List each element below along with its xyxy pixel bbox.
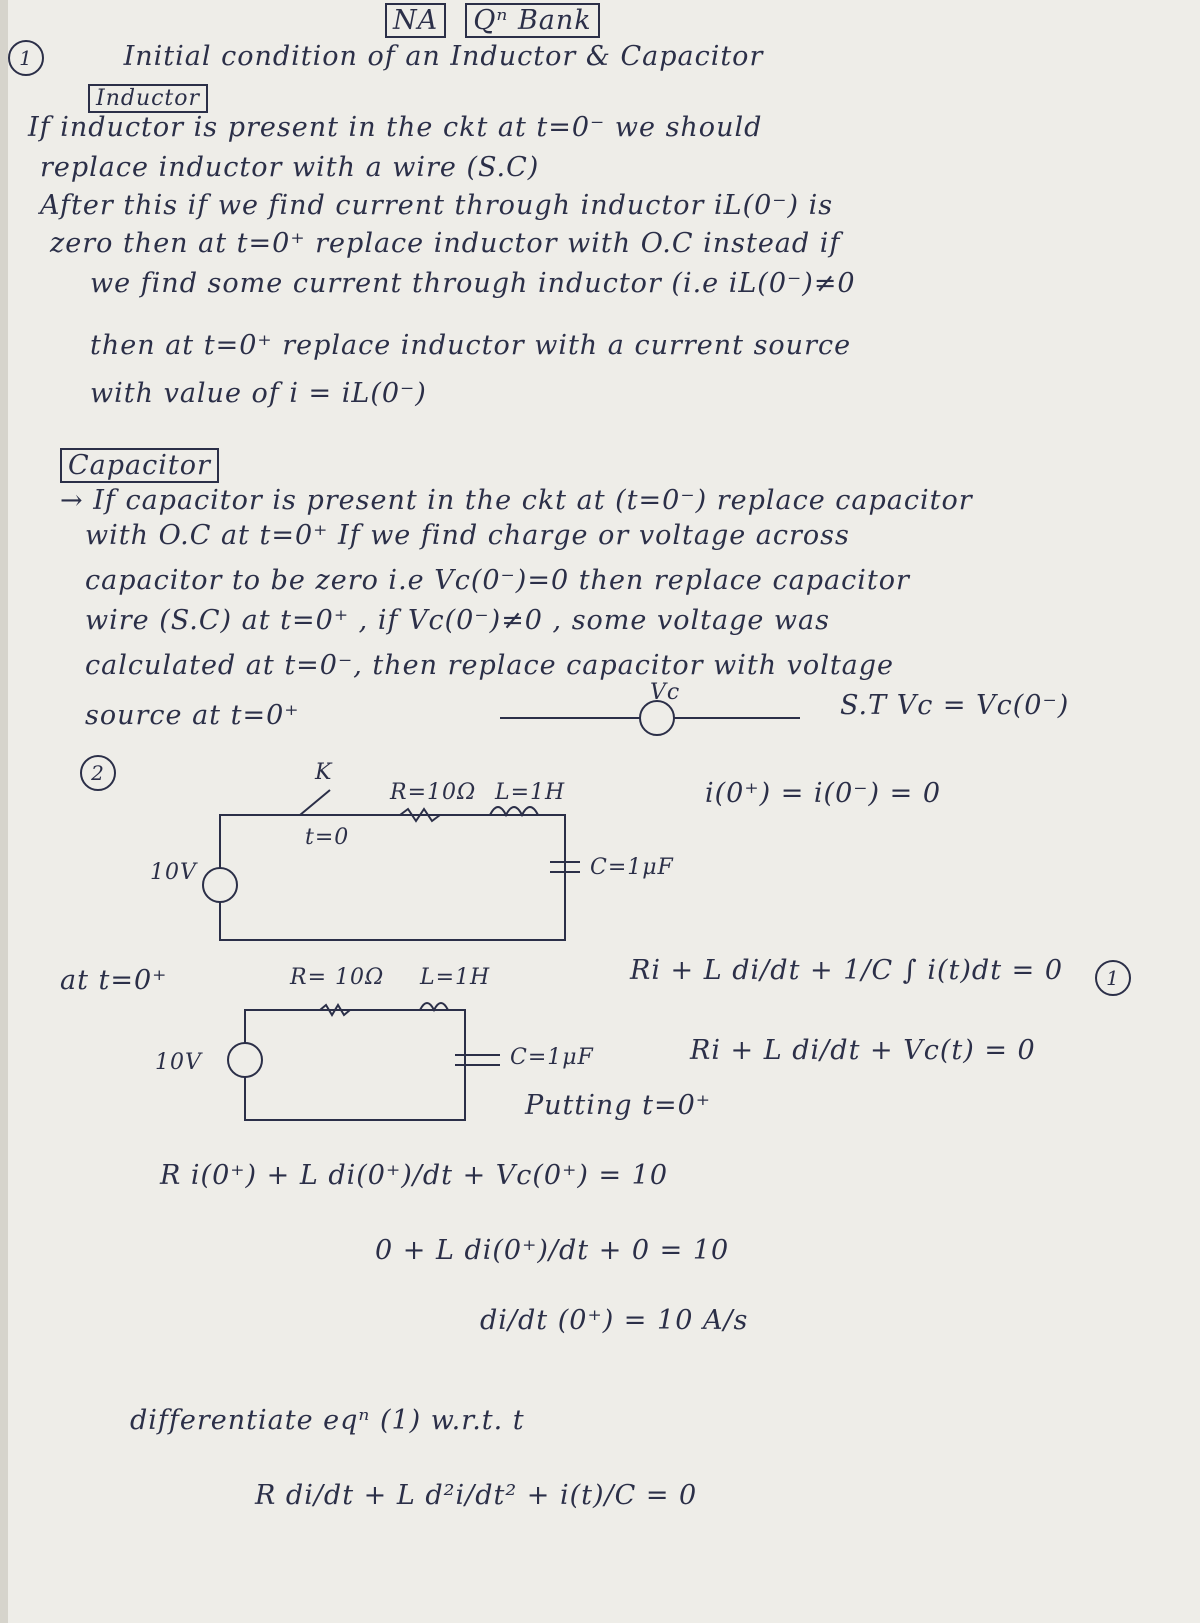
capacitor-label-2: C=1μF bbox=[510, 1045, 594, 1070]
at-label: at t=0⁺ bbox=[60, 965, 168, 996]
inductor-line: we find some current through inductor (i.e iL(0⁻)≠0 bbox=[90, 268, 856, 299]
capacitor-label: C=1μF bbox=[590, 855, 674, 880]
inductor-line: with value of i = iL(0⁻) bbox=[90, 378, 427, 409]
capacitor-line: wire (S.C) at t=0⁺ , if Vc(0⁻)≠0 , some voltage was bbox=[85, 605, 830, 636]
capacitor-line: with O.C at t=0⁺ If we find charge or voltage across bbox=[85, 520, 850, 551]
inductor-label-2: L=1H bbox=[420, 965, 491, 990]
inductor-line: After this if we find current through inductor iL(0⁻) is bbox=[40, 190, 834, 221]
equation-2: Ri + L di/dt + Vc(t) = 0 bbox=[690, 1035, 1036, 1066]
resistor-label-2: R= 10Ω bbox=[290, 965, 385, 990]
capacitor-line: capacitor to be zero i.e Vc(0⁻)=0 then replace capacitor bbox=[85, 565, 910, 596]
inductor-line: zero then at t=0⁺ replace inductor with O.C instead if bbox=[50, 228, 841, 259]
switch-label: K bbox=[315, 760, 333, 785]
voltage-label: 10V bbox=[150, 860, 197, 885]
capacitor-heading: Capacitor bbox=[60, 450, 219, 481]
capacitor-line: calculated at t=0⁻, then replace capacitor with voltage bbox=[85, 650, 895, 681]
inductor-heading: Inductor bbox=[88, 86, 208, 111]
inductor-line: If inductor is present in the ckt at t=0⁻ we should bbox=[28, 112, 763, 143]
resistor-label: R=10Ω bbox=[390, 780, 477, 805]
tag-qbank: Qⁿ Bank bbox=[465, 3, 599, 38]
equation-1-tag: 1 bbox=[1095, 960, 1131, 996]
capacitor-line: source at t=0⁺ bbox=[85, 700, 300, 731]
voltage-label-2: 10V bbox=[155, 1050, 202, 1075]
putting-label: Putting t=0⁺ bbox=[525, 1090, 712, 1121]
capacitor-line: → If capacitor is present in the ckt at (t=0⁻) replace capacitor bbox=[60, 485, 973, 516]
inductor-line: replace inductor with a wire (S.C) bbox=[40, 152, 540, 183]
section2-number: 2 bbox=[80, 755, 116, 791]
equation-1: Ri + L di/dt + 1/C ∫ i(t)dt = 0 bbox=[630, 955, 1064, 986]
equation-3: R i(0⁺) + L di(0⁺)/dt + Vc(0⁺) = 10 bbox=[160, 1160, 669, 1191]
differentiate-label: differentiate eqⁿ (1) w.r.t. t bbox=[130, 1405, 525, 1436]
source-label: Vc bbox=[650, 680, 681, 705]
switch-time: t=0 bbox=[305, 825, 350, 850]
inductor-label: L=1H bbox=[495, 780, 566, 805]
equation-6: R di/dt + L d²i/dt² + i(t)/C = 0 bbox=[255, 1480, 698, 1511]
tag-na: NA bbox=[385, 3, 446, 38]
equation-5: di/dt (0⁺) = 10 A/s bbox=[480, 1305, 749, 1336]
section-number: 1 bbox=[8, 40, 44, 76]
title: Initial condition of an Inductor & Capacitor bbox=[123, 41, 764, 72]
equation-4: 0 + L di(0⁺)/dt + 0 = 10 bbox=[375, 1235, 730, 1266]
initial-condition: i(0⁺) = i(0⁻) = 0 bbox=[705, 778, 942, 809]
source-equation: S.T Vc = Vc(0⁻) bbox=[840, 690, 1070, 721]
inductor-line: then at t=0⁺ replace inductor with a current source bbox=[90, 330, 852, 361]
